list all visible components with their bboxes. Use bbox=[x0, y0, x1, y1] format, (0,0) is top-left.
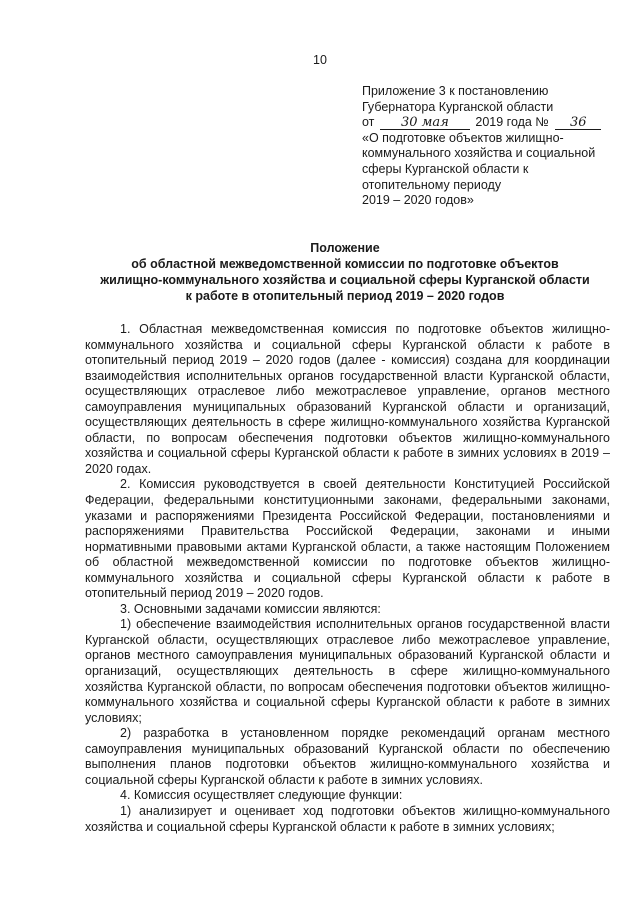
title-line: жилищно-коммунального хозяйства и социальной сферы Курганской области bbox=[100, 273, 590, 287]
appendix-subject-line: 2019 – 2020 годов» bbox=[362, 193, 474, 208]
paragraph-3-item-2: 2) разработка в установленном порядке рекомендаций органам местного самоуправления муниципальных образований Курганской области по обеспечению выполнения планов подготовки объектов жилищно-коммунального хозяйства и социальной сферы Курганской области к работе в зимних условиях. bbox=[85, 726, 610, 787]
paragraph-3-item-1: 1) обеспечение взаимодействия исполнительных органов государственной власти Курганской области, осуществляющих отраслевое либо межотраслевое управление, органов местного самоуправления муниципальных образований Курганской области и организаций, осуществляющих деятельность в сфере жилищно-коммунального хозяйства Курганской области, по вопросам обеспечения подготовки объектов жилищно-коммунального хозяйства и социальной сферы Курганской области к работе в зимних условиях; bbox=[85, 617, 610, 725]
handwritten-date: 30 мая bbox=[380, 117, 470, 130]
paragraph-3: 3. Основными задачами комиссии являются: bbox=[120, 601, 381, 616]
page-number: 10 bbox=[313, 53, 327, 67]
title-line: к работе в отопительный период 2019 – 2020 годов bbox=[185, 289, 505, 303]
year-text: 2019 года № bbox=[475, 115, 549, 130]
appendix-line-2: Губернатора Курганской области bbox=[362, 99, 554, 114]
paragraph-1: 1. Областная межведомственная комиссия по подготовке объектов жилищно-коммунального хозяйства и социальной сферы Курганской области к работе в отопительный период 2019 – 2020 годов (далее - комиссия) создана для координации взаимодействия исполнительных органов государственной власти Курганской области, осуществляющих отраслевое либо межотраслевое управление, органов местного самоуправления муниципальных образований Курганской области и организаций, осуществляющих деятельность в сфере жилищно-коммунального хозяйства Курганской области, по вопросам обеспечения подготовки объектов жилищно-коммунального хозяйства и социальной сферы Курганской области к работе в зимних условиях в 2019 – 2020 годах. bbox=[85, 322, 610, 476]
appendix-subject-line: «О подготовке объектов жилищно- bbox=[362, 130, 564, 145]
appendix-subject-line: отопительному периоду bbox=[362, 177, 502, 192]
appendix-line-1: Приложение 3 к постановлению bbox=[362, 84, 549, 98]
appendix-subject-line: сферы Курганской области к bbox=[362, 161, 529, 176]
paragraph-4-item-1: 1) анализирует и оценивает ход подготовки объектов жилищно-коммунального хозяйства и социальной сферы Курганской области к работе в зимних условиях; bbox=[85, 803, 610, 834]
appendix-date-line bbox=[362, 115, 612, 131]
paragraph-2: 2. Комиссия руководствуется в своей деятельности Конституцией Российской Федерации, федеральными конституционными законами, федеральными законами, указами и распоряжениями Президента Российской Федерации, постановлениями и распоряжениями Правительства Российской Федерации, законами и иными нормативными правовыми актами Курганской области, а также настоящим Положением об областной межведомственной комиссии по подготовке объектов жилищно-коммунального хозяйства и социальной сферы Курганской области к работе в отопительный период 2019 – 2020 годов. bbox=[85, 477, 610, 601]
paragraph-4: 4. Комиссия осуществляет следующие функции: bbox=[120, 788, 403, 803]
document-title bbox=[60, 240, 630, 304]
title-line: об областной межведомственной комиссии по подготовке объектов bbox=[131, 257, 559, 271]
from-label: от bbox=[362, 115, 375, 130]
appendix-header bbox=[362, 84, 612, 209]
document-body bbox=[85, 322, 610, 835]
title-line: Положение bbox=[310, 241, 380, 255]
handwritten-number: 36 bbox=[555, 117, 601, 130]
appendix-subject-line: коммунального хозяйства и социальной bbox=[362, 146, 596, 161]
